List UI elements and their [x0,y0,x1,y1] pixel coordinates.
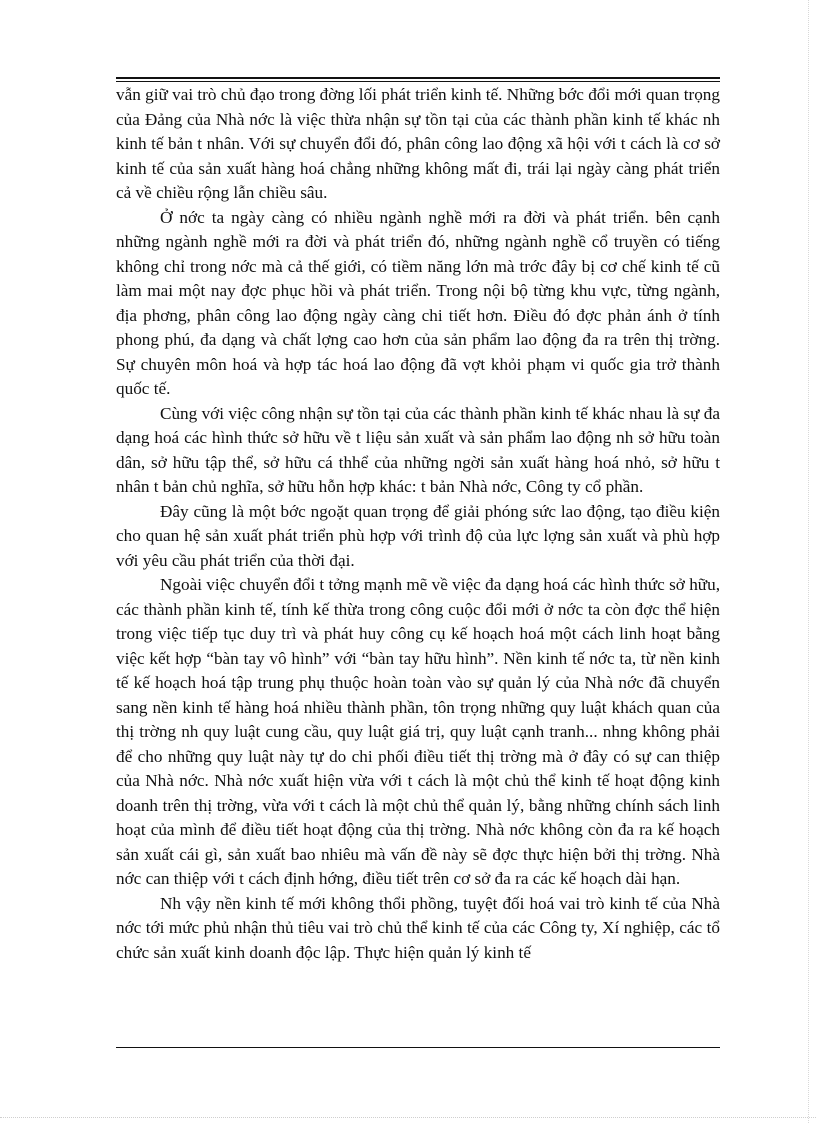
header-rule-thin [116,81,720,82]
paragraph-4: Đây cũng là một bớc ngoặt quan trọng để giải phóng sức lao động, tạo điều kiện cho quan hệ sản xuất phát triển phù hợp với trình độ của lực lợng sản xuất và phù hợp với yêu cầu phát triển của thời đại. [116,501,720,570]
footer-rule [116,1047,720,1048]
paragraph-1: vẫn giữ vai trò chủ đạo trong đờng lối phát triển kinh tế. Những bớc đổi mới quan trọng của Đảng của Nhà nớc là việc thừa nhận sự tồn tại của các thành phần kinh tế khác nh kinh tế bản t nhân. Với sự chuyển đổi đó, phân công lao động xã hội với t cách là cơ sở kinh tế của sản xuất hàng hoá chẳng những không mất đi, trái lại ngày càng phát triển cả về chiều rộng lẫn chiều sâu. [116,85,720,202]
document-body [116,83,720,965]
paragraph-2: Ở nớc ta ngày càng có nhiều ngành nghề mới ra đời và phát triển. bên cạnh những ngành nghề mới ra đời và phát triển đó, những ngành nghề cổ truyền có tiếng không chỉ trong nớc mà cả thế giới, có tiềm năng lớn mà trớc đây bị cơ chế kinh tế cũ làm mai một nay đợc phục hồi và phát triển. Trong nội bộ từng khu vực, từng ngành, địa phơng, phân công lao động ngày càng chi tiết hơn. Điều đó đợc phản ánh ở tính phong phú, đa dạng và chất lợng cao hơn của sản phẩm lao động đa ra trên thị trờng. Sự chuyên môn hoá và hợp tác hoá lao động đã vợt khỏi phạm vi quốc gia trở thành quốc tế. [116,207,720,398]
page-bottom-edge [0,1117,816,1119]
page-right-edge [808,0,810,1123]
paragraph-5: Ngoài việc chuyển đổi t tởng mạnh mẽ về việc đa dạng hoá các hình thức sở hữu, các thành phần kinh tế, tính kế thừa trong công cuộc đổi mới ở nớc ta còn đợc thể hiện trong việc tiếp tục duy trì và phát huy công cụ kế hoạch hoá một cách linh hoạt bằng việc kết hợp “bàn tay vô hình” với “bàn tay hữu hình”. Nền kinh tế nớc ta, từ nền kinh tế kế hoạch hoá tập trung phụ thuộc hoàn toàn vào sự quản lý của Nhà nớc đã chuyển sang nền kinh tế hàng hoá nhiều thành phần, tôn trọng những quy luật khách quan của thị trờng nh quy luật cung cầu, quy luật giá trị, quy luật cạnh tranh... nhng không phải để cho những quy luật này tự do chi phối điều tiết thị trờng mà ở đây có sự can thiệp của Nhà nớc. Nhà nớc xuất hiện vừa với t cách là một chủ thể kinh tế hoạt động kinh doanh trên thị trờng, vừa với t cách là một chủ thể quản lý, bằng những chính sách linh hoạt của mình để điều tiết hoạt động của thị trờng. Nhà nớc không còn đa ra kế hoạch sản xuất cái gì, sản xuất bao nhiêu mà vấn đề này sẽ đợc thực hiện bởi thị trờng. Nhà nớc can thiệp với t cách định hớng, điều tiết trên cơ sở đa ra các kế hoạch dài hạn. [116,575,720,888]
header-rule-thick [116,77,720,79]
paragraph-3: Cùng với việc công nhận sự tồn tại của các thành phần kinh tế khác nhau là sự đa dạng hoá các hình thức sở hữu về t liệu sản xuất và sản phẩm lao động nh sở hữu toàn dân, sở hữu tập thể, sở hữu cá thhể của những ngời sản xuất hàng hoá nhỏ, sở hữu t nhân t bản chủ nghĩa, sở hữu hỗn hợp khác: t bản Nhà nớc, Công ty cổ phần. [116,403,720,496]
paragraph-6: Nh vậy nền kinh tế mới không thổi phồng, tuyệt đối hoá vai trò kinh tế của Nhà nớc tới mức phủ nhận thủ tiêu vai trò chủ thể kinh tế của các Công ty, Xí nghiệp, các tổ chức sản xuất kinh doanh độc lập. Thực hiện quản lý kinh tế [116,893,720,962]
